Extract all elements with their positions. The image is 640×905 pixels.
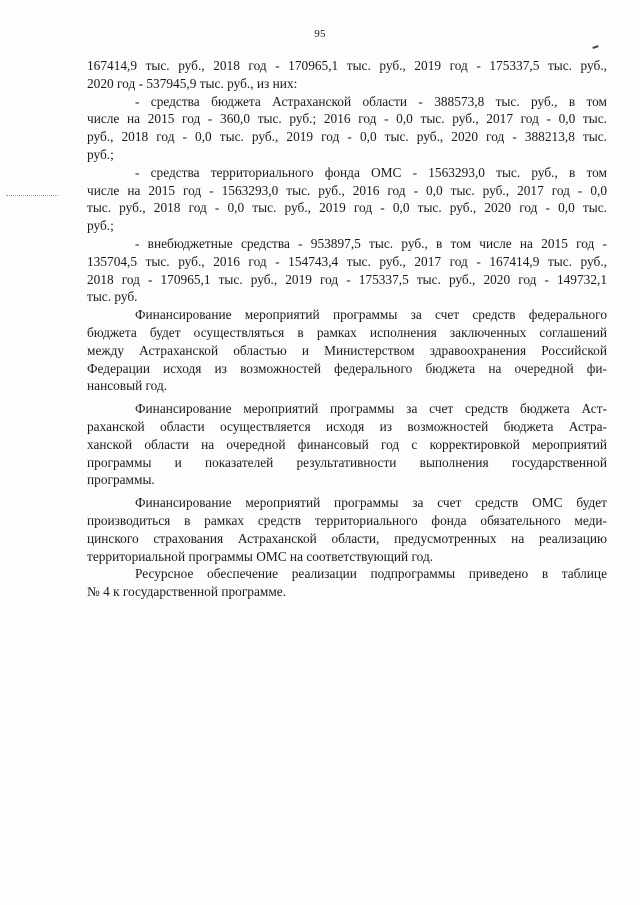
text-line: 2020 год - 537945,9 тыс. руб., из них:: [87, 75, 298, 91]
scan-artifact-dots: [6, 195, 58, 197]
text-line: 167414,9 тыс. руб., 2018 год - 170965,1 тыс. руб., 2019 год - 175337,5 тыс. руб.,: [87, 58, 607, 73]
text-line: числе на 2015 год - 360,0 тыс. руб.; 2016 год - 0,0 тыс. руб., 2017 год - 0,0 тыс.: [87, 111, 607, 127]
text-line: тыс. руб., 2018 год - 0,0 тыс. руб., 2019 год - 0,0 тыс. руб., 2020 год - 0,0 тыс.: [87, 200, 607, 216]
text-line: руб., 2018 год - 0,0 тыс. руб., 2019 год - 0,0 тыс. руб., 2020 год - 388213,8 тыс.: [87, 129, 607, 145]
text-line: 135704,5 тыс. руб., 2016 год - 154743,4 тыс. руб., 2017 год - 167414,9 тыс. руб.,: [87, 253, 607, 269]
text-line: числе на 2015 год - 1563293,0 тыс. руб., 2016 год - 0,0 тыс. руб., 2017 год - 0,0: [87, 182, 607, 198]
scan-artifact-mark: [592, 45, 599, 52]
text-line: 2018 год - 170965,1 тыс. руб., 2019 год - 175337,5 тыс. руб., 2020 год - 149732,1: [87, 271, 607, 287]
page-number: 95: [314, 28, 326, 40]
text-line: нансовый год.: [87, 378, 168, 394]
text-line: между Астраханской областью и Министерством здравоохранения Российской: [87, 342, 607, 358]
text-line: цинского страхования Астраханской области, предусмотренных на реализацию: [87, 530, 607, 546]
body-text: [87, 57, 607, 601]
text-line: Финансирование мероприятий программы за счет средств федерального: [135, 307, 607, 323]
text-line: Финансирование мероприятий программы за счет средств бюджета Аст-: [135, 401, 607, 417]
text-line: раханской области осуществляется исходя из возможностей бюджета Астра-: [87, 418, 607, 434]
text-line: ханской области на очередной финансовый год с корректировкой мероприятий: [87, 436, 607, 452]
text-line: программы.: [87, 472, 155, 488]
text-line: Ресурсное обеспечение реализации подпрограммы приведено в таблице: [135, 566, 607, 582]
text-line: № 4 к государственной программе.: [87, 584, 287, 600]
text-line: руб.;: [87, 146, 114, 162]
text-line: тыс. руб.: [87, 289, 138, 305]
text-line: - средства бюджета Астраханской области - 388573,8 тыс. руб., в том: [135, 93, 607, 109]
text-line: - внебюджетные средства - 953897,5 тыс. руб., в том числе на 2015 год -: [135, 235, 607, 251]
text-line: Федерации исходя из возможностей федерального бюджета на очередной фи-: [87, 360, 607, 376]
text-line: территориальной программы ОМС на соответствующий год.: [87, 548, 434, 564]
text-line: Финансирование мероприятий программы за счет средств ОМС будет: [135, 495, 607, 511]
text-line: программы и показателей результативности выполнения государственной: [87, 454, 607, 470]
text-line: руб.;: [87, 218, 114, 234]
text-line: бюджета будет осуществляться в рамках исполнения заключенных соглашений: [87, 324, 607, 340]
text-line: - средства территориального фонда ОМС - 1563293,0 тыс. руб., в том: [135, 164, 607, 180]
text-line: производиться в рамках средств территориального фонда обязательного меди-: [87, 512, 607, 528]
